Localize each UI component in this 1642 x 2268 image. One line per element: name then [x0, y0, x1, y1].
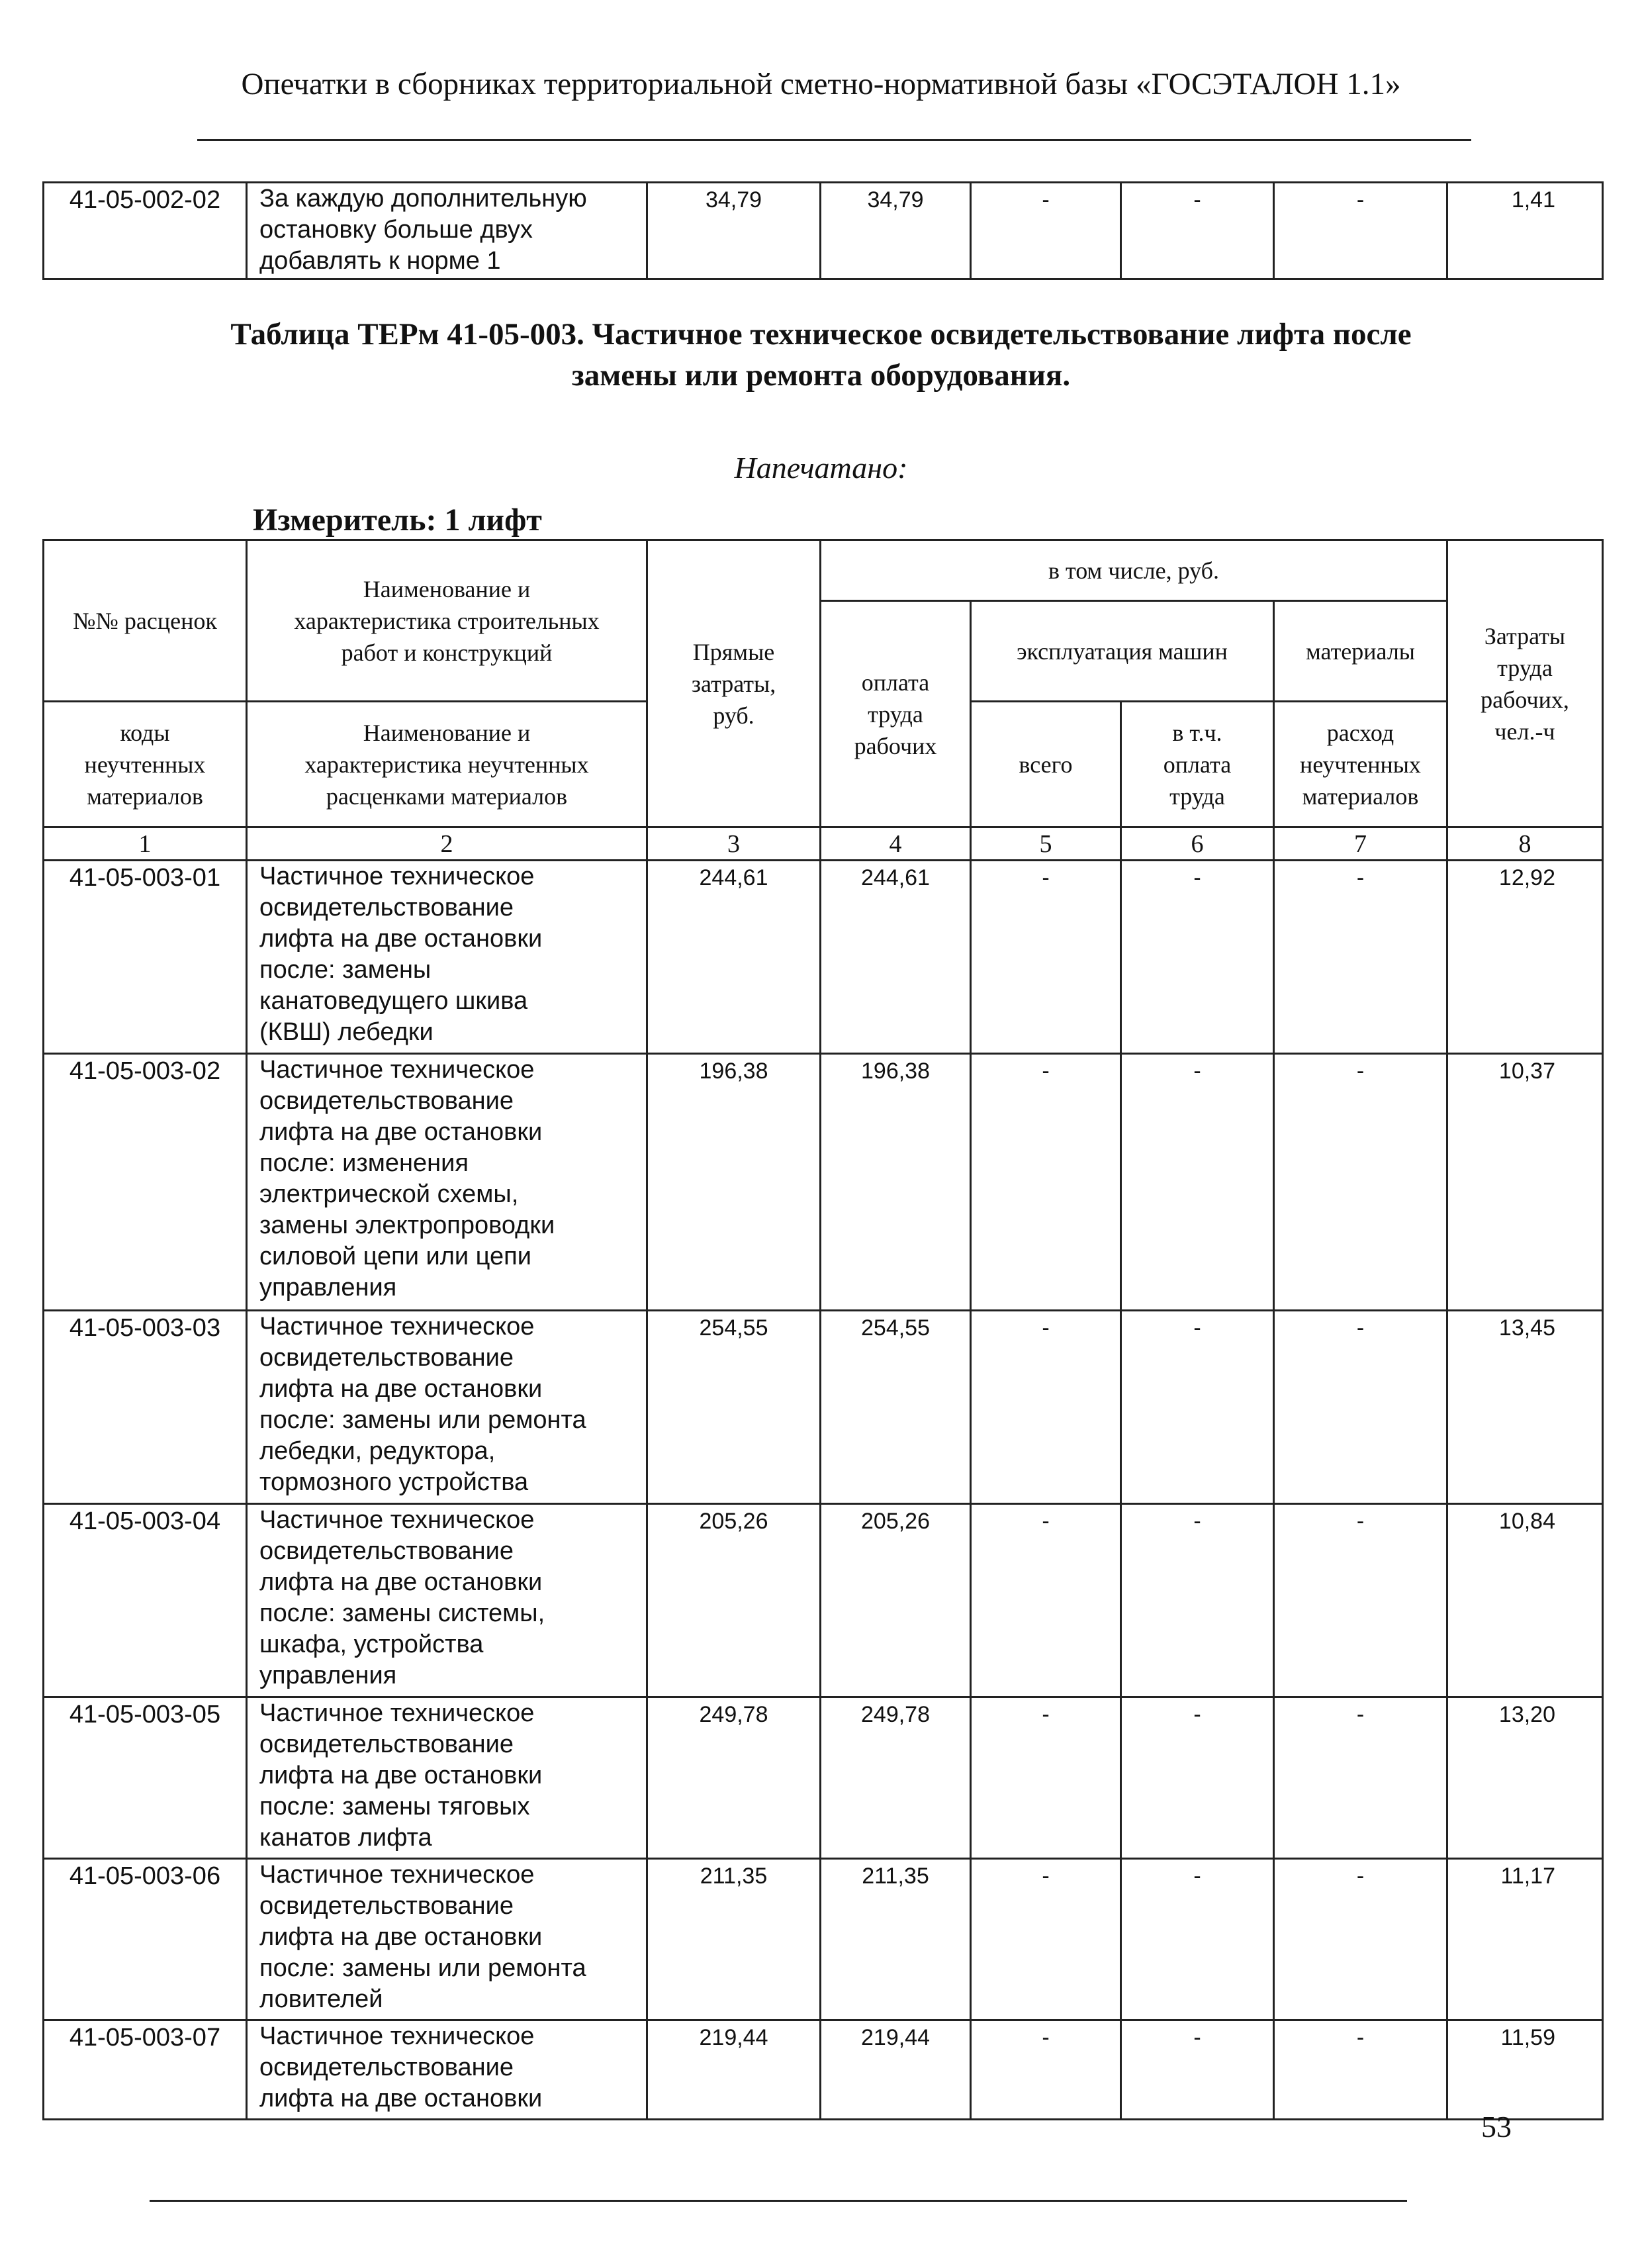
materials: - [1274, 1697, 1447, 1859]
materials: - [1274, 1859, 1447, 2020]
labor-pay: 34,79 [821, 183, 971, 279]
page-number: 53 [1481, 2110, 1512, 2144]
rate-code: 41-05-003-01 [44, 861, 247, 1054]
machines-labor: - [1121, 183, 1274, 279]
column-number: 4 [821, 827, 971, 861]
col-including: в том числе, руб. [821, 540, 1447, 601]
labor-hours: 11,59 [1447, 2020, 1603, 2120]
machines-total: - [971, 1311, 1121, 1504]
labor-pay: 205,26 [821, 1504, 971, 1697]
machines-labor: - [1121, 1859, 1274, 2020]
table-row [44, 1054, 1603, 1311]
rate-code: 41-05-003-05 [44, 1697, 247, 1859]
direct-cost: 211,35 [647, 1859, 821, 2020]
materials: - [1274, 1504, 1447, 1697]
direct-cost: 34,79 [647, 183, 821, 279]
work-name: Частичное техническое освидетельствование лифта на две остановки после: изменения электрической схемы, замены электропроводки силовой цепи или цепи управления [247, 1054, 647, 1311]
machines-total: - [971, 1697, 1121, 1859]
machines-labor: - [1121, 1504, 1274, 1697]
rate-code: 41-05-003-06 [44, 1859, 247, 2020]
labor-pay: 196,38 [821, 1054, 971, 1311]
work-name: Частичное техническое освидетельствование лифта на две остановки после: замены тяговых канатов лифта [247, 1697, 647, 1859]
labor-hours: 11,17 [1447, 1859, 1603, 2020]
col-machines-labor: в т.ч. оплата труда [1121, 702, 1274, 827]
rate-code: 41-05-003-03 [44, 1311, 247, 1504]
machines-labor: - [1121, 2020, 1274, 2120]
work-name: Частичное техническое освидетельствование лифта на две остановки после: замены или ремонта ловителей [247, 1859, 647, 2020]
column-number: 6 [1121, 827, 1274, 861]
materials: - [1274, 2020, 1447, 2120]
direct-cost: 244,61 [647, 861, 821, 1054]
machines-labor: - [1121, 1054, 1274, 1311]
col-direct: Прямые затраты, руб. [647, 540, 821, 827]
machines-total: - [971, 861, 1121, 1054]
materials: - [1274, 1054, 1447, 1311]
labor-pay: 244,61 [821, 861, 971, 1054]
table-row [44, 1311, 1603, 1504]
labor-pay: 254,55 [821, 1311, 971, 1504]
direct-cost: 249,78 [647, 1697, 821, 1859]
materials: - [1274, 183, 1447, 279]
work-name: Частичное техническое освидетельствование лифта на две остановки после: замены канатоведущего шкива (КВШ) лебедки [247, 861, 647, 1054]
rate-code: 41-05-002-02 [44, 183, 247, 279]
column-numbers-row [44, 827, 1603, 861]
labor-hours: 10,37 [1447, 1054, 1603, 1311]
machines-total: - [971, 1859, 1121, 2020]
col-materials: материалы [1274, 601, 1447, 702]
col-labor-hours: Затраты труда рабочих, чел.-ч [1447, 540, 1603, 827]
labor-hours: 10,84 [1447, 1504, 1603, 1697]
labor-hours: 12,92 [1447, 861, 1603, 1054]
table-row [44, 1504, 1603, 1697]
measure-unit: Измеритель: 1 лифт [253, 502, 542, 538]
col-unaccounted-codes: коды неучтенных материалов [44, 702, 247, 827]
direct-cost: 219,44 [647, 2020, 821, 2120]
col-labor-pay: оплата труда рабочих [821, 601, 971, 827]
materials: - [1274, 1311, 1447, 1504]
column-number: 7 [1274, 827, 1447, 861]
labor-pay: 249,78 [821, 1697, 971, 1859]
column-number: 5 [971, 827, 1121, 861]
rate-code: 41-05-003-04 [44, 1504, 247, 1697]
col-rate-no: №№ расценок [44, 540, 247, 702]
work-name: Частичное техническое освидетельствование лифта на две остановки после: замены или ремонта лебедки, редуктора, тормозного устройства [247, 1311, 647, 1504]
materials: - [1274, 861, 1447, 1054]
table-title-line-2: замены или ремонта оборудования. [571, 358, 1071, 393]
table-row [44, 1859, 1603, 2020]
work-name: Частичное техническое освидетельствование лифта на две остановки после: замены системы, шкафа, устройства управления [247, 1504, 647, 1697]
direct-cost: 205,26 [647, 1504, 821, 1697]
machines-labor: - [1121, 1697, 1274, 1859]
column-number: 8 [1447, 827, 1603, 861]
labor-pay: 211,35 [821, 1859, 971, 2020]
machines-total: - [971, 183, 1121, 279]
labor-hours: 1,41 [1447, 183, 1603, 279]
col-unaccounted-names: Наименование и характеристика неучтенных расценками материалов [247, 702, 647, 827]
header-row [44, 540, 1603, 601]
previous-table-fragment [42, 181, 1604, 280]
footer-rule [150, 2200, 1407, 2202]
machines-labor: - [1121, 1311, 1274, 1504]
col-materials-use: расход неучтенных материалов [1274, 702, 1447, 827]
machines-total: - [971, 1054, 1121, 1311]
col-name: Наименование и характеристика строительных работ и конструкций [247, 540, 647, 702]
machines-total: - [971, 1504, 1121, 1697]
table-row [44, 1697, 1603, 1859]
machines-total: - [971, 2020, 1121, 2120]
header-rule [197, 139, 1471, 141]
work-name: Частичное техническое освидетельствование лифта на две остановки [247, 2020, 647, 2120]
page-header: Опечатки в сборниках территориальной сметно-нормативной базы «ГОСЭТАЛОН 1.1» [241, 67, 1401, 101]
direct-cost: 196,38 [647, 1054, 821, 1311]
rate-code: 41-05-003-02 [44, 1054, 247, 1311]
table-title-line-1: Таблица ТЕРм 41-05-003. Частичное техническое освидетельствование лифта после [230, 317, 1412, 352]
column-number: 1 [44, 827, 247, 861]
direct-cost: 254,55 [647, 1311, 821, 1504]
column-number: 3 [647, 827, 821, 861]
printed-label: Напечатано: [734, 451, 908, 485]
col-machines: эксплуатация машин [971, 601, 1274, 702]
labor-pay: 219,44 [821, 2020, 971, 2120]
rates-table [42, 539, 1604, 2120]
machines-labor: - [1121, 861, 1274, 1054]
rate-code: 41-05-003-07 [44, 2020, 247, 2120]
table-row [44, 861, 1603, 1054]
work-name: За каждую дополнительную остановку больше двух добавлять к норме 1 [247, 183, 647, 279]
table-row [44, 2020, 1603, 2120]
column-number: 2 [247, 827, 647, 861]
labor-hours: 13,20 [1447, 1697, 1603, 1859]
labor-hours: 13,45 [1447, 1311, 1603, 1504]
col-machines-total: всего [971, 702, 1121, 827]
table-row [44, 183, 1603, 279]
